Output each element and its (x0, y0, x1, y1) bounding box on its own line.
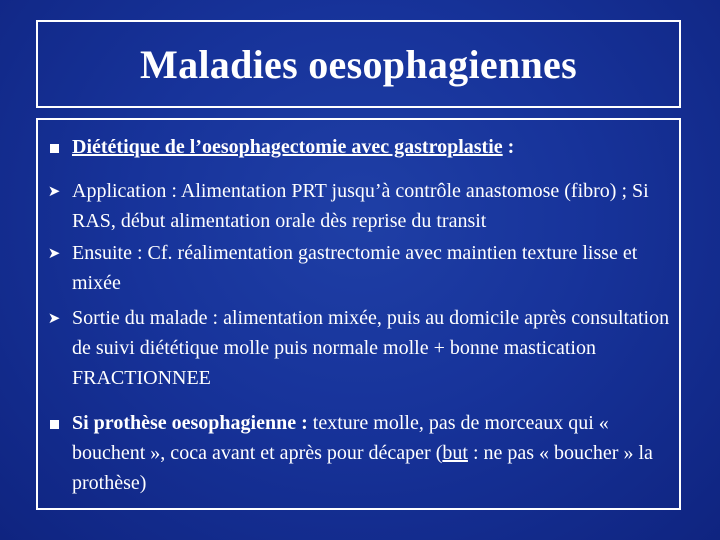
arrow-bullet-icon: ➤ (47, 182, 61, 200)
square-bullet-icon (46, 132, 62, 162)
square-bullet-icon (46, 408, 62, 438)
prothese-lead: Si prothèse oesophagienne : (72, 412, 308, 434)
arrow-bullet-icon: ➤ (47, 244, 61, 262)
item-text: Ensuite : Cf. réalimentation gastrectomie avec maintien texture lisse et mixée (72, 242, 638, 294)
arrow-bullet-icon: ➤ (47, 309, 61, 327)
item-text: Sortie du malade : alimentation mixée, puis au domicile après consultation de suivi diététique molle puis normale molle + bonne mastication FRACTIONNEE (72, 307, 670, 389)
heading-colon: : (502, 136, 515, 158)
item-text: Application : Alimentation PRT jusqu’à contrôle anastomose (fibro) ; Si RAS, début alimentation orale dès reprise du transit (72, 180, 649, 232)
prothese-underlined: but (442, 442, 468, 464)
section-heading: Diététique de l’oesophagectomie avec gastroplastie (72, 136, 503, 158)
prothese-text-b: : ne pas « boucher » la prothèse) (72, 442, 653, 494)
prothese-text-a: texture molle, pas de morceaux qui « bouchent », coca avant et après pour décaper ( (72, 412, 609, 464)
content-frame (36, 118, 681, 510)
slide-title: Maladies oesophagiennes (140, 41, 577, 87)
title-frame (36, 20, 681, 108)
